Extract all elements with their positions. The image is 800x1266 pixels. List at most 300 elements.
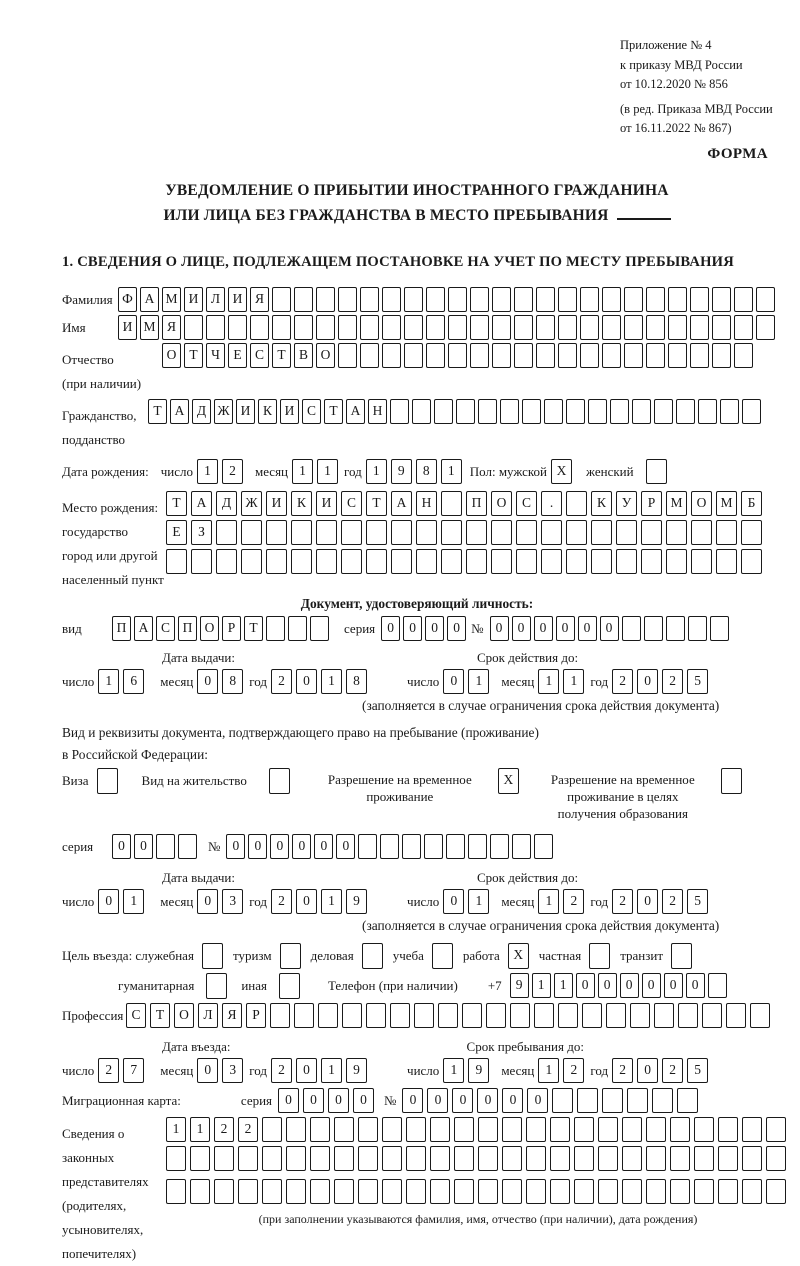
char-box[interactable]: 0 [403,616,422,641]
char-box[interactable]: Р [246,1003,266,1028]
char-box[interactable] [341,549,362,574]
char-box[interactable]: А [191,491,212,516]
char-box[interactable]: П [466,491,487,516]
char-box[interactable] [646,287,665,312]
char-box[interactable]: 0 [527,1088,548,1113]
char-box[interactable] [470,287,489,312]
char-box[interactable] [574,1179,594,1204]
char-box[interactable] [338,287,357,312]
char-box[interactable] [294,315,313,340]
char-box[interactable]: Д [216,491,237,516]
char-box[interactable]: 2 [563,1058,584,1083]
char-box[interactable]: Ч [206,343,225,368]
char-box[interactable] [404,315,423,340]
char-box[interactable] [291,549,312,574]
char-box[interactable]: А [346,399,365,424]
char-box[interactable] [358,1146,378,1171]
char-box[interactable] [478,399,497,424]
char-box[interactable] [718,1146,738,1171]
char-box[interactable] [591,520,612,545]
char-box[interactable] [316,520,337,545]
char-box[interactable] [406,1117,426,1142]
char-box[interactable]: 2 [563,889,584,914]
char-box[interactable] [214,1179,234,1204]
char-box[interactable]: Т [166,491,187,516]
char-box[interactable] [720,399,739,424]
char-box[interactable] [466,520,487,545]
char-box[interactable] [424,834,443,859]
char-box[interactable] [654,399,673,424]
char-box[interactable]: 0 [427,1088,448,1113]
char-box[interactable] [448,343,467,368]
char-box[interactable]: 0 [556,616,575,641]
char-box[interactable]: 6 [123,669,144,694]
char-box[interactable] [216,520,237,545]
char-box[interactable] [430,1117,450,1142]
char-box[interactable]: О [174,1003,194,1028]
char-box[interactable]: 0 [248,834,267,859]
char-box[interactable]: 2 [612,889,633,914]
char-box[interactable]: 0 [452,1088,473,1113]
char-box[interactable]: Т [148,399,167,424]
char-box[interactable] [318,1003,338,1028]
char-box[interactable]: М [666,491,687,516]
edu-residence-permit-checkbox[interactable] [721,768,742,794]
char-box[interactable] [272,287,291,312]
char-box[interactable]: 0 [620,973,639,998]
char-box[interactable] [492,343,511,368]
char-box[interactable] [166,549,187,574]
char-box[interactable]: 0 [197,889,218,914]
char-box[interactable]: А [391,491,412,516]
char-box[interactable]: 2 [222,459,243,484]
char-box[interactable] [516,520,537,545]
char-box[interactable] [644,616,663,641]
char-box[interactable]: 0 [502,1088,523,1113]
char-box[interactable] [630,1003,650,1028]
char-box[interactable]: 5 [687,889,708,914]
char-box[interactable] [750,1003,770,1028]
char-box[interactable]: Ж [241,491,262,516]
char-box[interactable]: Я [222,1003,242,1028]
char-box[interactable]: 1 [538,1058,559,1083]
char-box[interactable] [216,549,237,574]
char-box[interactable]: 0 [443,669,464,694]
char-box[interactable] [491,520,512,545]
char-box[interactable]: Т [184,343,203,368]
char-box[interactable]: 1 [123,889,144,914]
char-box[interactable] [286,1117,306,1142]
char-box[interactable]: С [126,1003,146,1028]
char-box[interactable] [441,549,462,574]
char-box[interactable] [404,343,423,368]
char-box[interactable] [741,549,762,574]
char-box[interactable] [456,399,475,424]
purpose-transit-checkbox[interactable] [671,943,692,969]
char-box[interactable] [534,1003,554,1028]
char-box[interactable]: 0 [637,889,658,914]
char-box[interactable]: 1 [321,889,342,914]
char-box[interactable]: 0 [353,1088,374,1113]
char-box[interactable] [360,315,379,340]
char-box[interactable] [718,1117,738,1142]
purpose-tourism-checkbox[interactable] [280,943,301,969]
char-box[interactable] [166,1179,186,1204]
char-box[interactable]: 0 [197,1058,218,1083]
char-box[interactable] [566,549,587,574]
char-box[interactable] [622,616,641,641]
char-box[interactable] [558,1003,578,1028]
char-box[interactable]: 1 [366,459,387,484]
purpose-business-checkbox[interactable] [362,943,383,969]
char-box[interactable]: 0 [578,616,597,641]
char-box[interactable] [492,315,511,340]
char-box[interactable]: 9 [510,973,529,998]
char-box[interactable] [206,315,225,340]
char-box[interactable] [622,1179,642,1204]
char-box[interactable] [591,549,612,574]
char-box[interactable] [191,549,212,574]
char-box[interactable]: 1 [468,669,489,694]
char-box[interactable] [536,287,555,312]
char-box[interactable]: 0 [447,616,466,641]
char-box[interactable]: 0 [477,1088,498,1113]
char-box[interactable]: 0 [197,669,218,694]
char-box[interactable] [448,287,467,312]
char-box[interactable] [541,520,562,545]
char-box[interactable] [666,520,687,545]
char-box[interactable] [390,399,409,424]
char-box[interactable]: 0 [296,889,317,914]
char-box[interactable] [448,315,467,340]
char-box[interactable] [734,315,753,340]
char-box[interactable]: 1 [321,669,342,694]
char-box[interactable] [624,343,643,368]
char-box[interactable]: Н [416,491,437,516]
char-box[interactable] [677,1088,698,1113]
char-box[interactable]: Л [206,287,225,312]
char-box[interactable] [291,520,312,545]
char-box[interactable] [294,1003,314,1028]
char-box[interactable] [602,1088,623,1113]
char-box[interactable]: О [200,616,219,641]
char-box[interactable] [708,973,727,998]
char-box[interactable] [454,1146,474,1171]
char-box[interactable] [574,1146,594,1171]
char-box[interactable] [391,520,412,545]
char-box[interactable]: С [516,491,537,516]
char-box[interactable] [358,1117,378,1142]
char-box[interactable] [500,399,519,424]
char-box[interactable]: 8 [346,669,367,694]
char-box[interactable]: 0 [425,616,444,641]
char-box[interactable] [668,287,687,312]
char-box[interactable] [262,1179,282,1204]
char-box[interactable] [690,287,709,312]
char-box[interactable] [382,1146,402,1171]
char-box[interactable]: З [191,520,212,545]
char-box[interactable]: О [162,343,181,368]
char-box[interactable] [550,1179,570,1204]
char-box[interactable] [266,549,287,574]
purpose-other-checkbox[interactable] [279,973,300,999]
char-box[interactable] [404,287,423,312]
char-box[interactable]: 0 [296,1058,317,1083]
char-box[interactable] [184,315,203,340]
char-box[interactable] [558,315,577,340]
char-box[interactable]: 0 [112,834,131,859]
purpose-work-checkbox[interactable]: X [508,943,529,969]
char-box[interactable]: 0 [664,973,683,998]
char-box[interactable] [366,520,387,545]
char-box[interactable] [266,616,285,641]
char-box[interactable] [666,616,685,641]
char-box[interactable] [514,315,533,340]
char-box[interactable] [286,1179,306,1204]
char-box[interactable] [380,834,399,859]
char-box[interactable] [694,1117,714,1142]
char-box[interactable] [582,1003,602,1028]
char-box[interactable]: И [184,287,203,312]
char-box[interactable] [676,399,695,424]
char-box[interactable]: 1 [292,459,313,484]
char-box[interactable]: И [280,399,299,424]
char-box[interactable]: 2 [662,669,683,694]
char-box[interactable]: Л [198,1003,218,1028]
char-box[interactable]: 0 [402,1088,423,1113]
char-box[interactable] [360,343,379,368]
char-box[interactable] [716,520,737,545]
char-box[interactable]: Ф [118,287,137,312]
char-box[interactable] [632,399,651,424]
char-box[interactable] [580,287,599,312]
char-box[interactable] [238,1179,258,1204]
char-box[interactable]: Т [150,1003,170,1028]
char-box[interactable] [310,1117,330,1142]
char-box[interactable]: . [541,491,562,516]
char-box[interactable]: 1 [468,889,489,914]
char-box[interactable]: А [134,616,153,641]
char-box[interactable] [316,549,337,574]
char-box[interactable] [426,287,445,312]
char-box[interactable]: Я [250,287,269,312]
char-box[interactable]: 0 [314,834,333,859]
char-box[interactable] [742,399,761,424]
char-box[interactable] [238,1146,258,1171]
char-box[interactable]: С [156,616,175,641]
char-box[interactable]: 0 [443,889,464,914]
char-box[interactable] [622,1117,642,1142]
char-box[interactable] [552,1088,573,1113]
char-box[interactable] [756,287,775,312]
char-box[interactable]: 0 [296,669,317,694]
char-box[interactable] [338,315,357,340]
char-box[interactable] [266,520,287,545]
char-box[interactable]: 0 [512,616,531,641]
char-box[interactable]: 0 [98,889,119,914]
char-box[interactable] [588,399,607,424]
char-box[interactable] [534,834,553,859]
char-box[interactable] [512,834,531,859]
char-box[interactable] [766,1117,786,1142]
char-box[interactable] [716,549,737,574]
char-box[interactable] [502,1117,522,1142]
char-box[interactable] [691,549,712,574]
char-box[interactable] [710,616,729,641]
char-box[interactable] [580,343,599,368]
char-box[interactable]: 1 [190,1117,210,1142]
char-box[interactable]: Е [166,520,187,545]
char-box[interactable] [602,343,621,368]
char-box[interactable] [470,343,489,368]
char-box[interactable]: 0 [600,616,619,641]
char-box[interactable] [734,343,753,368]
char-box[interactable] [510,1003,530,1028]
char-box[interactable] [478,1179,498,1204]
char-box[interactable] [491,549,512,574]
char-box[interactable] [430,1146,450,1171]
char-box[interactable] [190,1146,210,1171]
char-box[interactable]: 2 [214,1117,234,1142]
char-box[interactable]: И [316,491,337,516]
purpose-official-checkbox[interactable] [202,943,223,969]
char-box[interactable]: 2 [612,669,633,694]
char-box[interactable]: 0 [490,616,509,641]
char-box[interactable] [577,1088,598,1113]
char-box[interactable] [262,1146,282,1171]
char-box[interactable]: 0 [642,973,661,998]
char-box[interactable]: Р [222,616,241,641]
char-box[interactable] [742,1146,762,1171]
char-box[interactable] [334,1117,354,1142]
char-box[interactable]: 0 [686,973,705,998]
char-box[interactable] [294,287,313,312]
char-box[interactable]: 5 [687,1058,708,1083]
char-box[interactable]: О [491,491,512,516]
char-box[interactable] [766,1146,786,1171]
char-box[interactable]: 0 [226,834,245,859]
char-box[interactable]: М [162,287,181,312]
char-box[interactable] [166,1146,186,1171]
char-box[interactable]: Я [162,315,181,340]
char-box[interactable] [622,1146,642,1171]
char-box[interactable]: 1 [538,669,559,694]
char-box[interactable]: Н [368,399,387,424]
char-box[interactable] [190,1179,210,1204]
char-box[interactable] [310,1179,330,1204]
char-box[interactable] [514,287,533,312]
char-box[interactable] [574,1117,594,1142]
char-box[interactable] [688,616,707,641]
char-box[interactable] [694,1146,714,1171]
char-box[interactable]: 1 [166,1117,186,1142]
char-box[interactable]: Р [641,491,662,516]
char-box[interactable] [402,834,421,859]
temp-residence-permit-checkbox[interactable]: X [498,768,519,794]
char-box[interactable]: М [140,315,159,340]
char-box[interactable]: С [302,399,321,424]
char-box[interactable]: Т [272,343,291,368]
char-box[interactable]: Е [228,343,247,368]
char-box[interactable] [766,1179,786,1204]
char-box[interactable]: 1 [321,1058,342,1083]
char-box[interactable] [310,1146,330,1171]
char-box[interactable]: 2 [98,1058,119,1083]
char-box[interactable]: 1 [538,889,559,914]
char-box[interactable] [670,1179,690,1204]
char-box[interactable]: Т [244,616,263,641]
char-box[interactable]: 8 [416,459,437,484]
char-box[interactable]: А [170,399,189,424]
char-box[interactable] [526,1179,546,1204]
char-box[interactable] [446,834,465,859]
char-box[interactable] [516,549,537,574]
char-box[interactable] [598,1117,618,1142]
char-box[interactable] [241,520,262,545]
char-box[interactable]: 3 [222,889,243,914]
char-box[interactable] [178,834,197,859]
char-box[interactable] [616,549,637,574]
char-box[interactable] [698,399,717,424]
char-box[interactable] [598,1146,618,1171]
char-box[interactable] [490,834,509,859]
char-box[interactable] [544,399,563,424]
char-box[interactable]: 9 [346,1058,367,1083]
char-box[interactable]: 0 [637,669,658,694]
char-box[interactable]: 2 [238,1117,258,1142]
char-box[interactable]: 2 [612,1058,633,1083]
char-box[interactable] [526,1117,546,1142]
char-box[interactable]: 1 [554,973,573,998]
char-box[interactable]: В [294,343,313,368]
char-box[interactable] [702,1003,722,1028]
char-box[interactable] [526,1146,546,1171]
char-box[interactable] [382,287,401,312]
char-box[interactable] [466,549,487,574]
char-box[interactable]: 1 [563,669,584,694]
char-box[interactable]: Б [741,491,762,516]
char-box[interactable] [670,1146,690,1171]
char-box[interactable] [670,1117,690,1142]
char-box[interactable]: 2 [662,1058,683,1083]
char-box[interactable] [334,1146,354,1171]
char-box[interactable]: 0 [270,834,289,859]
char-box[interactable] [646,315,665,340]
char-box[interactable] [646,1179,666,1204]
char-box[interactable]: 2 [271,669,292,694]
char-box[interactable] [741,520,762,545]
char-box[interactable] [228,315,247,340]
char-box[interactable] [712,287,731,312]
char-box[interactable]: 0 [598,973,617,998]
char-box[interactable]: 2 [271,1058,292,1083]
char-box[interactable] [406,1146,426,1171]
char-box[interactable] [250,315,269,340]
char-box[interactable] [624,315,643,340]
char-box[interactable] [441,491,462,516]
char-box[interactable] [606,1003,626,1028]
char-box[interactable] [602,315,621,340]
char-box[interactable] [360,287,379,312]
char-box[interactable] [454,1117,474,1142]
char-box[interactable]: А [140,287,159,312]
char-box[interactable] [666,549,687,574]
char-box[interactable]: К [258,399,277,424]
char-box[interactable]: 1 [98,669,119,694]
char-box[interactable]: 0 [336,834,355,859]
char-box[interactable] [641,549,662,574]
char-box[interactable] [627,1088,648,1113]
